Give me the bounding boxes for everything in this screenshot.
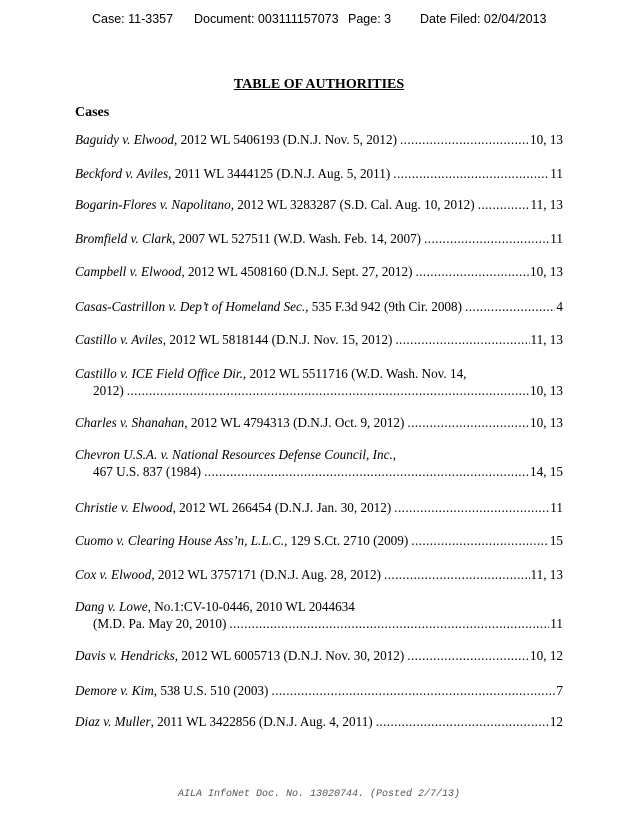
dot-leader — [478, 196, 530, 213]
toa-entry — [75, 196, 563, 213]
dot-leader — [393, 165, 549, 182]
case-name: Christie v. Elwood — [75, 500, 173, 515]
toa-entry — [75, 414, 563, 431]
citation: , — [392, 447, 397, 462]
toa-entry — [75, 263, 563, 280]
case-name: Beckford v. Aviles — [75, 166, 169, 181]
case-name: Baguidy v. Elwood — [75, 132, 175, 147]
citation: , 2012 WL 5511716 (W.D. Wash. Nov. 14, — [242, 366, 467, 381]
citation: , 129 S.Ct. 2710 (2009) — [284, 533, 409, 548]
page-references: 4 — [556, 299, 563, 314]
document-header — [0, 10, 638, 32]
page-references: 14, 15 — [530, 464, 563, 479]
citation: , 2012 WL 4508160 (D.N.J. Sept. 27, 2012) — [181, 264, 413, 279]
citation: , 535 F.3d 942 (9th Cir. 2008) — [305, 299, 462, 314]
page-references: 10, 13 — [530, 383, 563, 398]
case-name: Demore v. Kim — [75, 683, 154, 698]
toa-entry — [75, 165, 563, 182]
toa-entry — [75, 365, 563, 399]
citation: , 2012 WL 5406193 (D.N.J. Nov. 5, 2012) — [174, 132, 397, 147]
toa-entry — [75, 446, 563, 480]
page-references: 11 — [550, 500, 563, 515]
case-name: Castillo v. Aviles — [75, 332, 163, 347]
page-number: Page: 3 — [348, 12, 392, 26]
case-name: Cuomo v. Clearing House Ass’n, L.L.C. — [75, 533, 285, 548]
dot-leader — [376, 713, 549, 730]
citation-continued: 467 U.S. 837 (1984) — [93, 464, 202, 479]
case-name: Castillo v. ICE Field Office Dir. — [75, 366, 243, 381]
dot-leader — [229, 615, 549, 632]
dot-leader — [395, 331, 529, 348]
page-references: 7 — [556, 683, 563, 698]
page-references: 10, 12 — [530, 648, 563, 663]
dot-leader — [384, 566, 530, 583]
dot-leader — [204, 463, 529, 480]
citation: , No.1:CV-10-0446, 2010 WL 2044634 — [147, 599, 355, 614]
case-number: Case: 11-3357 — [92, 12, 174, 26]
dot-leader — [411, 532, 549, 549]
case-name: Charles v. Shanahan — [75, 415, 185, 430]
citation: , 2012 WL 3283287 (S.D. Cal. Aug. 10, 2012) — [230, 197, 475, 212]
page-title: TABLE OF AUTHORITIES — [233, 77, 405, 92]
toa-entry — [75, 647, 563, 664]
footer-note: AILA InfoNet Doc. No. 13020744. (Posted 2/7/13) — [177, 789, 461, 800]
toa-entry — [75, 499, 563, 516]
page-references: 11 — [550, 616, 563, 631]
toa-entry — [75, 713, 563, 730]
page-references: 10, 13 — [530, 415, 563, 430]
case-name: Davis v. Hendricks — [75, 648, 175, 663]
date-filed: Date Filed: 02/04/2013 — [420, 12, 547, 26]
page-references: 11 — [550, 231, 563, 246]
page-references: 11 — [550, 166, 563, 181]
dot-leader — [400, 131, 529, 148]
citation-continued: (M.D. Pa. May 20, 2010) — [93, 616, 227, 631]
citation: , 2012 WL 5818144 (D.N.J. Nov. 15, 2012) — [162, 332, 393, 347]
dot-leader — [127, 382, 529, 399]
dot-leader — [415, 263, 529, 280]
case-name: Cox v. Elwood — [75, 567, 152, 582]
citation: , 2012 WL 266454 (D.N.J. Jan. 30, 2012) — [172, 500, 392, 515]
case-name: Bromfield v. Clark — [75, 231, 173, 246]
citation: , 2012 WL 6005713 (D.N.J. Nov. 30, 2012) — [174, 648, 405, 663]
citation: , 2011 WL 3422856 (D.N.J. Aug. 4, 2011) — [150, 714, 373, 729]
page-references: 15 — [549, 533, 563, 548]
page-references: 11, 13 — [530, 332, 563, 347]
dot-leader — [407, 414, 529, 431]
toa-entry — [75, 131, 563, 148]
toa-entry — [75, 682, 563, 699]
case-name: Casas-Castrillon v. Dep’t of Homeland Sec. — [75, 299, 306, 314]
page-references: 11, 13 — [530, 567, 563, 582]
citation: , 2012 WL 3757171 (D.N.J. Aug. 28, 2012) — [151, 567, 381, 582]
case-name: Campbell v. Elwood — [75, 264, 182, 279]
citation: , 538 U.S. 510 (2003) — [153, 683, 269, 698]
dot-leader — [394, 499, 549, 516]
toa-entry — [75, 298, 563, 315]
toa-entry — [75, 532, 563, 549]
page-references: 10, 13 — [530, 264, 563, 279]
citation: , 2007 WL 527511 (W.D. Wash. Feb. 14, 2007) — [172, 231, 422, 246]
page-references: 12 — [549, 714, 563, 729]
citation-continued: 2012) — [93, 383, 124, 398]
page-references: 11, 13 — [530, 197, 563, 212]
case-name: Diaz v. Muller — [75, 714, 151, 729]
dot-leader — [407, 647, 529, 664]
dot-leader — [424, 230, 549, 247]
case-name: Bogarin-Flores v. Napolitano — [75, 197, 231, 212]
section-heading: Cases — [75, 105, 110, 120]
toa-entry — [75, 331, 563, 348]
toa-entry — [75, 598, 563, 632]
dot-leader — [465, 298, 555, 315]
toa-entry — [75, 566, 563, 583]
document-number: Document: 003111157073 — [194, 12, 339, 26]
toa-entry — [75, 230, 563, 247]
dot-leader — [271, 682, 555, 699]
citation: , 2011 WL 3444125 (D.N.J. Aug. 5, 2011) — [168, 166, 391, 181]
case-name: Chevron U.S.A. v. National Resources Defense Council, Inc. — [75, 447, 393, 462]
citation: , 2012 WL 4794313 (D.N.J. Oct. 9, 2012) — [184, 415, 405, 430]
page-references: 10, 13 — [530, 132, 563, 147]
case-name: Dang v. Lowe — [75, 599, 148, 614]
